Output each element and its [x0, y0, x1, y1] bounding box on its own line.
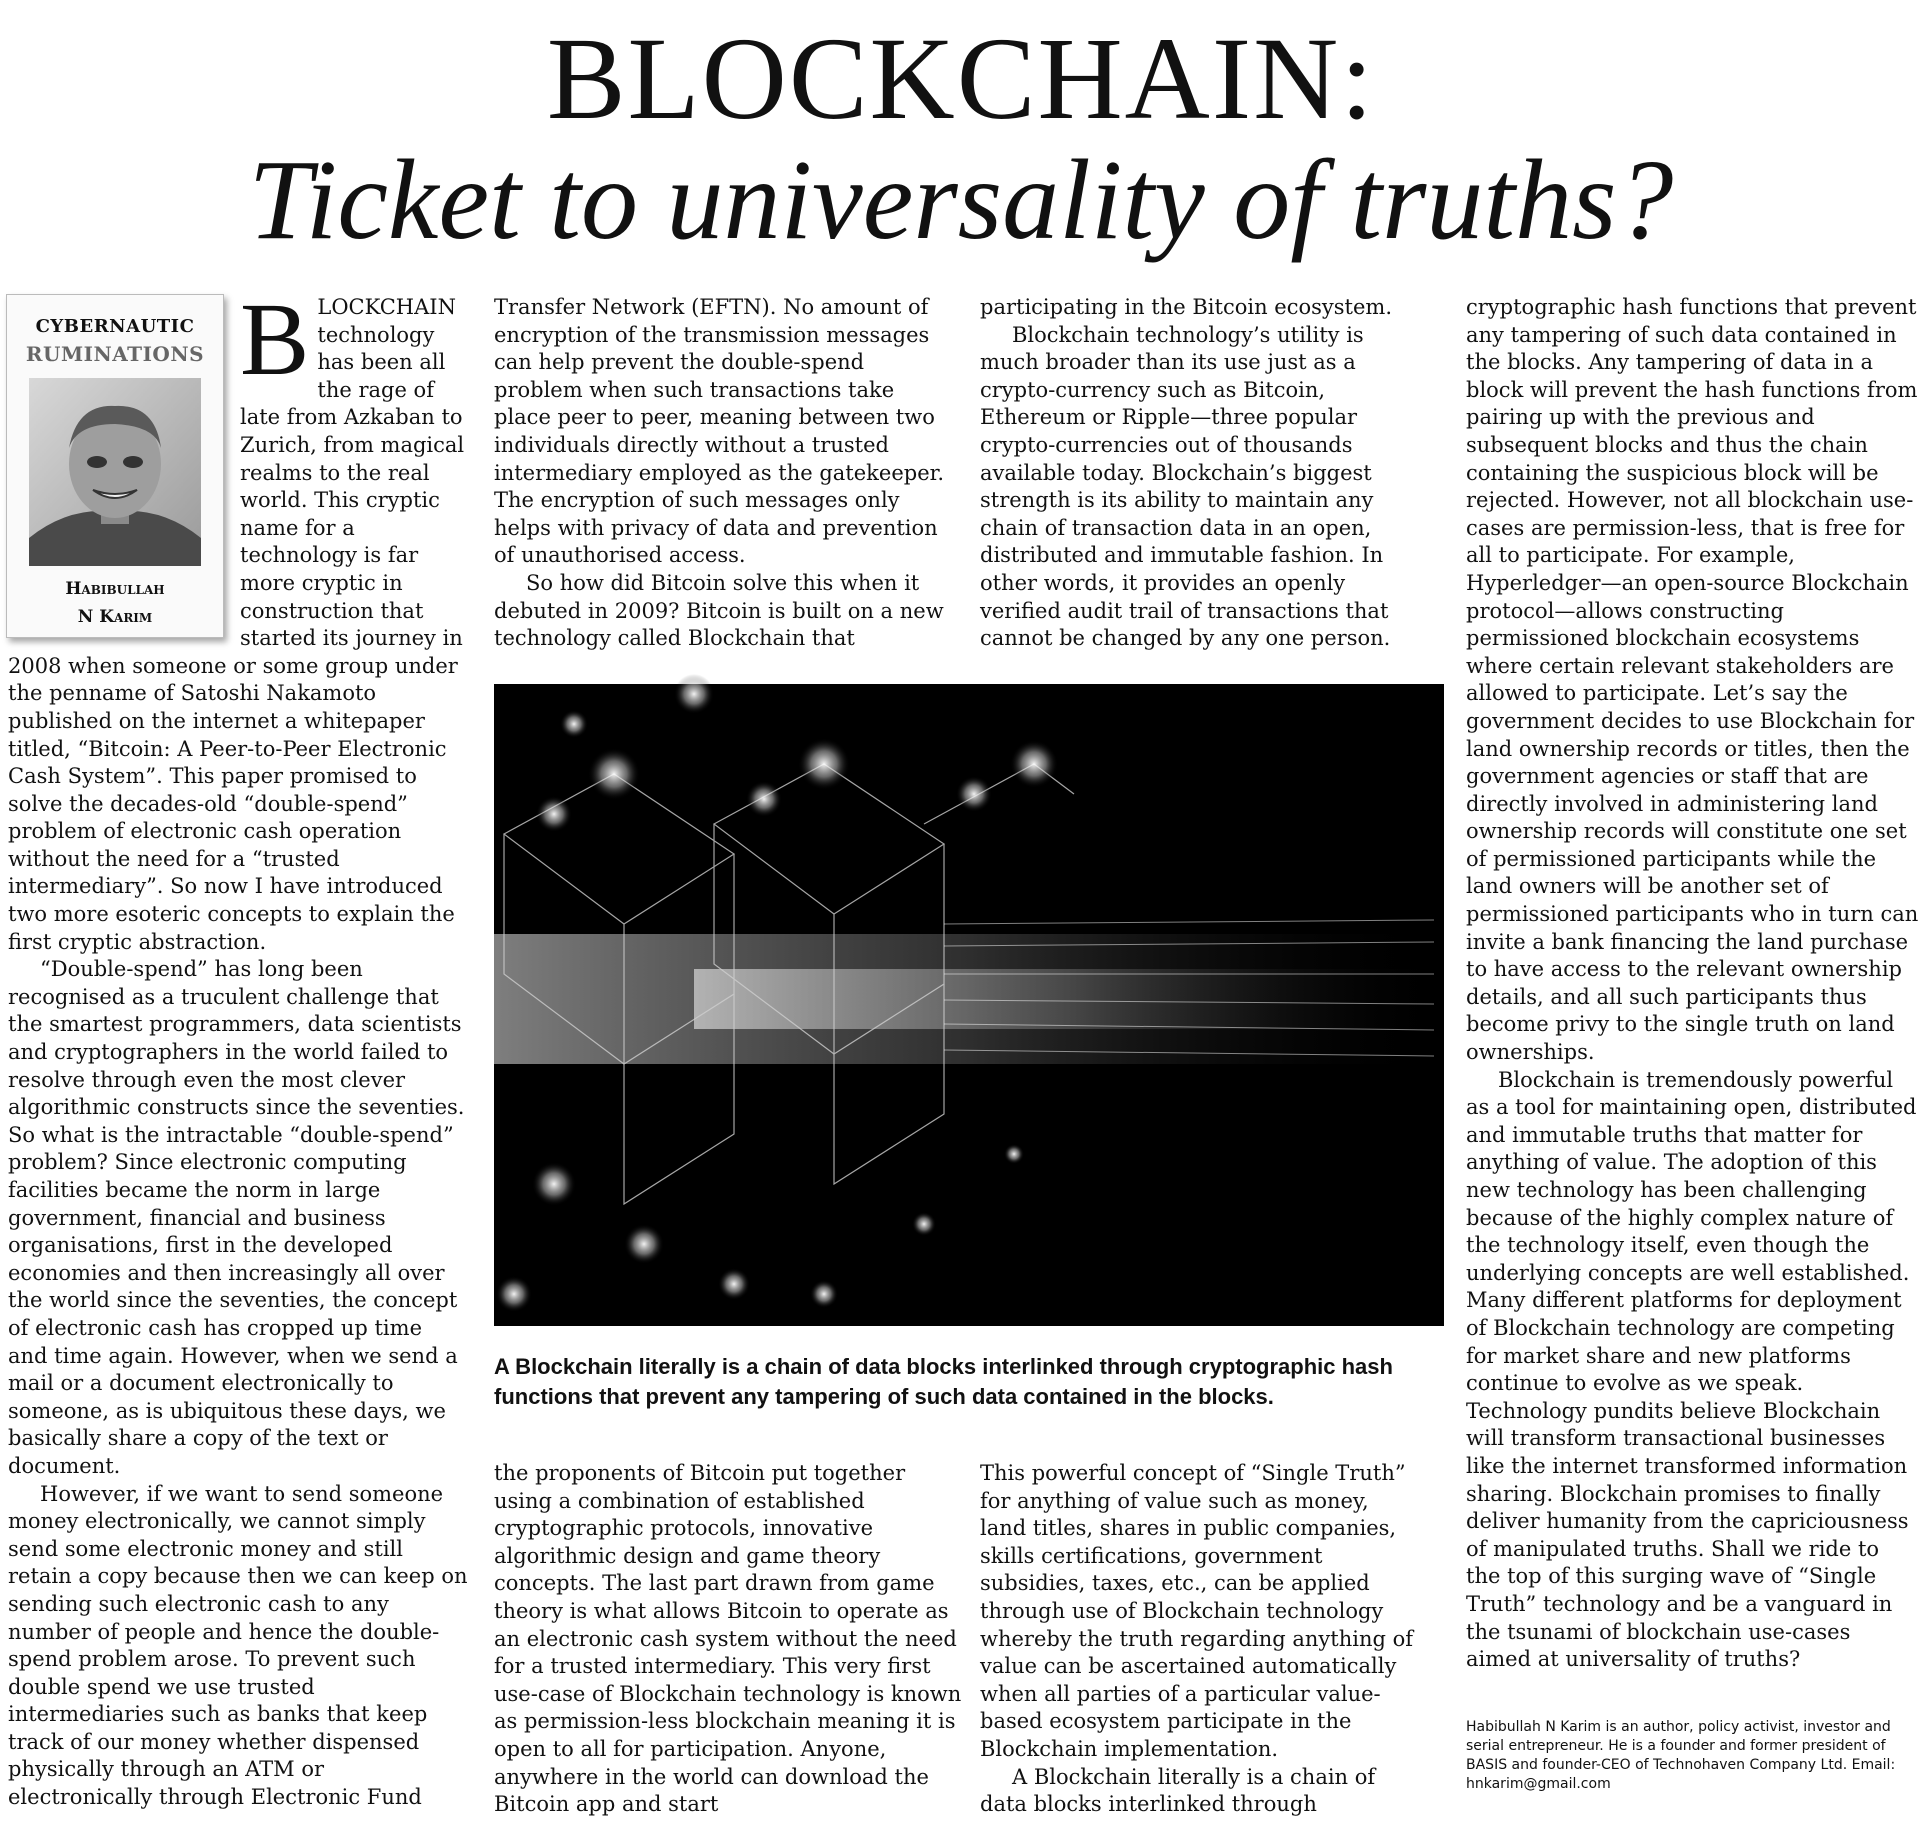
- drop-cap: B: [240, 282, 310, 397]
- paragraph: However, if we want to send someone money electronically, we cannot simply send some electronic money and still retain a copy because then we can keep on sending such electronic cash to any number of people and hence the double-spend problem arose. To prevent such double spend we use trusted intermediaries such as banks that keep track of our money whether dispensed physically through an ATM or electronically through Electronic Fund: [8, 1481, 468, 1810]
- article-column-3-top: [980, 294, 1410, 656]
- paragraph: cryptographic hash functions that prevent any tampering of such data contained in the blocks. Any tampering of data in a block will prevent the hash functions from pairing up with the previous and subsequent blocks and thus the chain containing the suspicious block will be rejected. However, not all blockchain use-cases are permission-less, that is free for all to participate. For example, Hyperledger—an open-source Blockchain protocol—allows constructing permissioned blockchain ecosystems where certain relevant stakeholders are allowed to participate. Let’s say the government decides to use Blockchain for land ownership records or titles, then the government agencies or staff that are directly involved in administering land ownership records will constitute one set of permissioned participants while the land owners will be another set of permissioned participants who in turn can invite a bank financing the land purchase to have access to the relevant ownership details, and all such participants thus become privy to the single truth on land ownerships.: [1466, 295, 1919, 1065]
- paragraph: “Double-spend” has long been recognised as a truculent challenge that the smartest programmers, data scientists and cryptographers in the world failed to resolve through even the most clever algorithmic constructs since the seventies. So what is the intractable “double-spend” problem? Since electronic computing facilities became the norm in large government, financial and business organisations, first in the developed economies and then increasingly all over the world since the seventies, the concept of electronic cash has cropped up time and time again. However, when we send a mail or a document electronically to someone, as is ubiquitous these days, we basically share a copy of the text or document.: [8, 957, 465, 1478]
- author-name-line1: Habibullah: [65, 579, 165, 600]
- paragraph: Blockchain technology’s utility is much broader than its use just as a crypto-currency such as Bitcoin, Ethereum or Ripple—three popular crypto-currencies out of thousands available today. Blockchain’s biggest strength is its ability to maintain any chain of transaction data in an open, distributed and immutable fashion. In other words, it provides an openly verified audit trail of transactions that cannot be changed by any one person.: [980, 322, 1391, 651]
- paragraph: LOCKCHAIN technology has been all the rage of late from Azkaban to Zurich, from magical realms to the real world. This cryptic name for a technology is far more cryptic in construction that started its journey in 2008 when someone or some group under the penname of Satoshi Nakamoto published on the internet a whitepaper titled, “Bitcoin: A Peer-to-Peer Electronic Cash System”. This paper promised to solve the decades-old “double-spend” problem of electronic cash operation without the need for a “trusted intermediary”. So now I have introduced two more esoteric concepts to explain the first cryptic abstraction.: [8, 295, 465, 954]
- author-name-line2: N Karim: [77, 606, 153, 627]
- paragraph: Transfer Network (EFTN). No amount of encryption of the transmission messages can help prevent the double-spend problem when such transactions take place peer to peer, meaning between two individuals directly without a trusted intermediary employed as the gatekeeper. The encryption of such messages only helps with privacy of data and prevention of unauthorised access.: [494, 295, 945, 568]
- paragraph: Blockchain is tremendously powerful as a tool for maintaining open, distributed and immutable truths that matter for anything of value. The adoption of this new technology has been challenging because of the highly complex nature of the technology itself, even though the underlying concepts are well established. Many different platforms for deployment of Blockchain technology are competing for market share and new platforms continue to evolve as we speak. Technology pundits believe Blockchain will transform transactional businesses like the internet transformed information sharing. Blockchain promises to finally deliver humanity from the capriciousness of manipulated truths. Shall we ride to the top of this surging wave of “Single Truth” technology and be a vanguard in the tsunami of blockchain use-cases aimed at universality of truths?: [1466, 1067, 1917, 1672]
- paragraph: So how did Bitcoin solve this when it debuted in 2009? Bitcoin is built on a new technology called Blockchain that: [494, 570, 944, 651]
- article-column-2-bottom: [494, 1460, 964, 1817]
- article-column-3-bottom: [980, 1460, 1420, 1817]
- column-subtitle: RUMINATIONS: [25, 341, 205, 366]
- author-bio: Habibullah N Karim is an author, policy activist, investor and serial entrepreneur. He is a founder and former president of BASIS and founder-CEO of Technohaven Company Ltd. Email: hnkarim@gmail.com: [1466, 1719, 1896, 1792]
- column-branding-box: [6, 294, 224, 638]
- headline-main: BLOCKCHAIN:: [546, 13, 1376, 144]
- article-column-4: [1466, 294, 1920, 1714]
- article-column-2-top: [494, 294, 954, 656]
- author-photo: [29, 378, 201, 566]
- headline-subtitle: Ticket to universality of truths?: [248, 136, 1674, 263]
- figure-caption: A Blockchain literally is a chain of data blocks interlinked through cryptographic hash functions that prevent any tampering of such data contained in the blocks.: [494, 1354, 1393, 1409]
- paragraph: the proponents of Bitcoin put together using a combination of established cryptographic protocols, innovative algorithmic design and game theory concepts. The last part drawn from game theory is what allows Bitcoin to operate as an electronic cash system without the need for a trusted intermediary. This very first use-case of Blockchain technology is known as permission-less blockchain meaning it is open to all for participation. Anyone, anywhere in the world can download the Bitcoin app and start: [494, 1461, 962, 1817]
- article-column-1: [8, 282, 468, 1810]
- column-title: CYBERNAUTIC: [35, 316, 195, 337]
- paragraph: This powerful concept of “Single Truth” for anything of value such as money, land titles, shares in public companies, skills certifications, government subsidies, taxes, etc., can be applied through use of Blockchain technology whereby the truth regarding anything of value can be ascertained automatically when all parties of a particular value-based ecosystem participate in the Blockchain implementation.: [980, 1461, 1414, 1761]
- blockchain-illustration: [494, 684, 1444, 1326]
- paragraph: A Blockchain literally is a chain of data blocks interlinked through: [980, 1764, 1376, 1817]
- paragraph: participating in the Bitcoin ecosystem.: [980, 295, 1392, 319]
